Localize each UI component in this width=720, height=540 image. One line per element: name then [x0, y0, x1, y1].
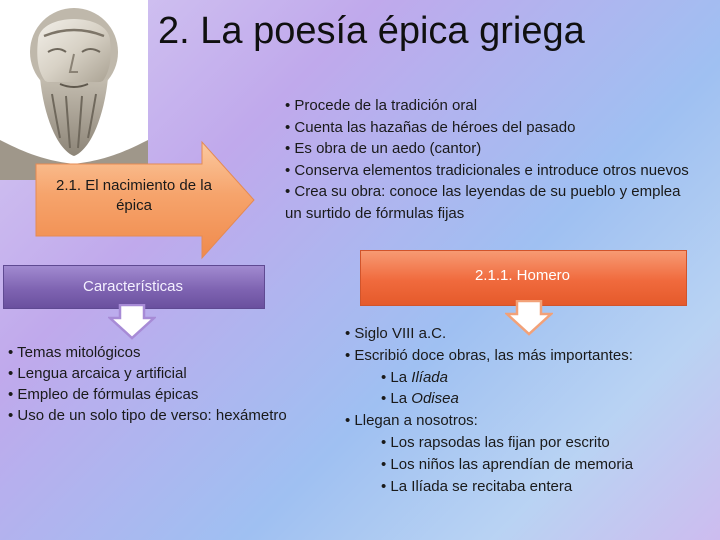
caracteristicas-bullet-list [8, 342, 328, 426]
intro-bullet: • Crea su obra: conoce las leyendas de su pueblo y emplea un surtido de fórmulas fijas [285, 183, 681, 222]
intro-bullet-list [285, 95, 695, 224]
homero-item-odisea [345, 388, 715, 410]
homero-bullet-list [345, 323, 715, 497]
homero-item: • Los niños las aprendían de memoria [381, 455, 634, 473]
nacimiento-label: 2.1. El nacimiento de la épica [56, 177, 212, 214]
intro-bullet: • Conserva elementos tradicionales e introduce otros nuevos [285, 161, 689, 179]
homero-item-prefix: • La [381, 390, 412, 408]
homero-label: 2.1.1. Homero [474, 267, 571, 284]
iliada-title: Ilíada [411, 368, 448, 386]
homero-item: • Escribió doce obras, las más importantes: [345, 346, 633, 364]
odisea-title: Odisea [411, 390, 459, 408]
slide-title: 2. La poesía épica griega [158, 10, 585, 52]
homero-item: • Siglo VIII a.C. [345, 325, 447, 342]
homero-item: • La Ilíada se recitaba entera [381, 477, 573, 495]
homero-item-iliada [345, 367, 715, 389]
caracteristica-item: • Temas mitológicos [8, 344, 141, 361]
caracteristicas-label: Características [82, 278, 184, 295]
intro-bullet: • Cuenta las hazañas de héroes del pasado [285, 118, 576, 136]
caracteristicas-down-arrow [108, 304, 156, 340]
caracteristica-item: • Uso de un solo tipo de verso: hexámetro [8, 407, 287, 424]
homero-item: • Los rapsodas las fijan por escrito [381, 433, 610, 451]
caracteristica-item: • Empleo de fórmulas épicas [8, 386, 199, 403]
homero-item: • Llegan a nosotros: [345, 412, 478, 430]
caracteristica-item: • Lengua arcaica y artificial [8, 365, 187, 382]
intro-bullet: • Es obra de un aedo (cantor) [285, 140, 482, 157]
intro-bullet: • Procede de la tradición oral [285, 97, 478, 114]
homero-item-prefix: • La [381, 368, 412, 386]
